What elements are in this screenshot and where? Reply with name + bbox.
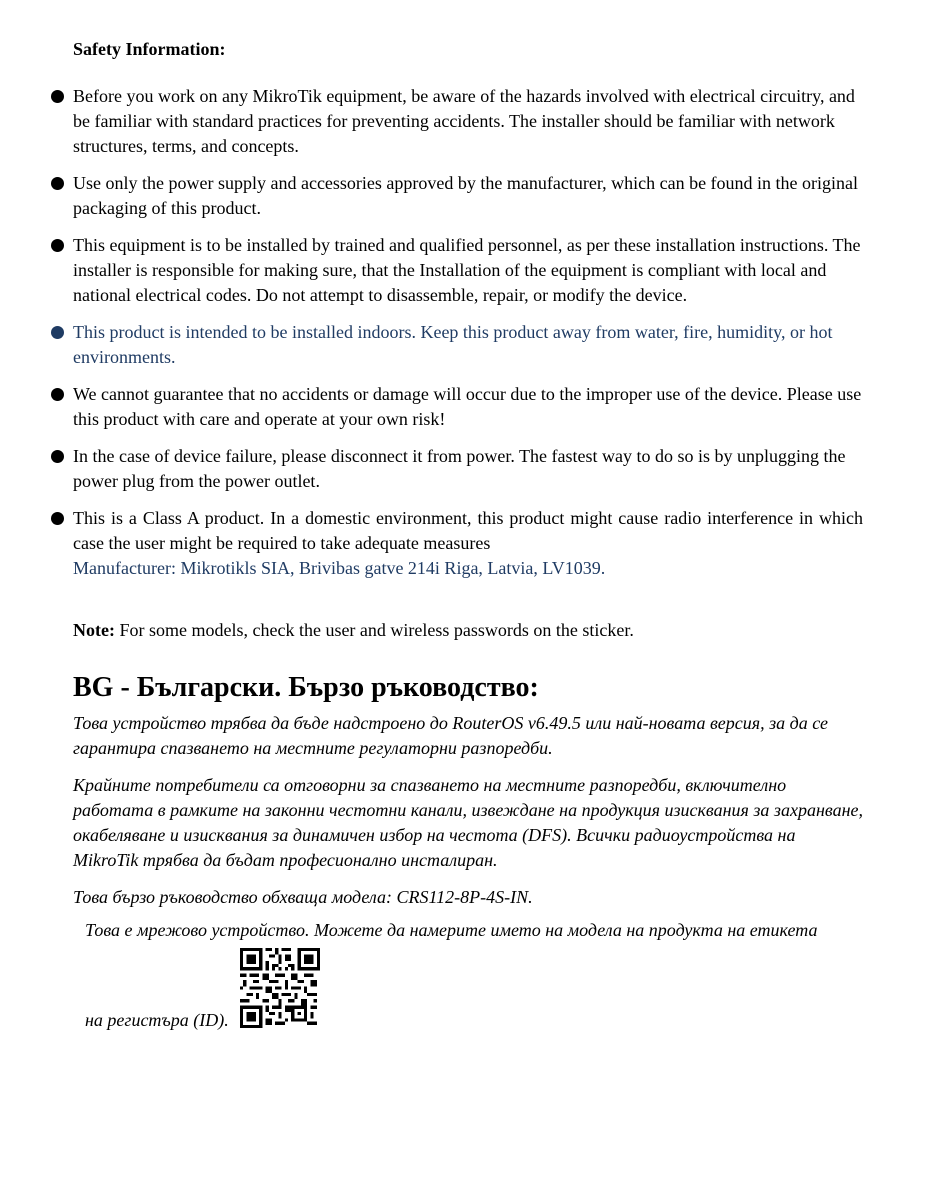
bullet-icon: [51, 326, 64, 339]
note: [73, 618, 634, 643]
qr-code-icon: [240, 948, 320, 1028]
bg-section: [73, 711, 863, 922]
bg-paragraph: Това бързо ръководство обхваща модела: CRS112-8P-4S-IN.: [73, 887, 533, 907]
qr-row: [85, 946, 325, 1031]
bg-paragraph: Това устройство трябва да бъде надстроено до RouterOS v6.49.5 или най-новата версия, за да се гарантира спазването на местните регулаторни разпоредби.: [73, 713, 828, 758]
safety-item-text: This product is intended to be installed indoors. Keep this product away from water, fire, humidity, or hot environments.: [73, 322, 833, 367]
safety-item: [73, 506, 863, 581]
safety-item-text: In the case of device failure, please disconnect it from power. The fastest way to do so is by unplugging the power plug from the power outlet.: [73, 446, 846, 491]
bullet-icon: [51, 388, 64, 401]
note-label: Note:: [73, 620, 115, 640]
safety-item-text: Before you work on any MikroTik equipment, be aware of the hazards involved with electrical circuitry, and be familiar with standard practices for preventing accidents. The installer should be familiar with network structures, terms, and concepts.: [73, 86, 855, 156]
safety-item: [73, 382, 863, 432]
safety-item-text: This equipment is to be installed by trained and qualified personnel, as per these installation instructions. The installer is responsible for making sure, that the Installation of the equipment is compliant with local and national electrical codes. Do not attempt to disassemble, repair, or modify the device.: [73, 235, 861, 305]
safety-item: [73, 233, 863, 308]
qr-text-line2: на регистъра (ID).: [85, 1010, 229, 1030]
safety-item: [73, 84, 863, 159]
manufacturer-info: Manufacturer: Mikrotikls SIA, Brivibas gatve 214i Riga, Latvia, LV1039.: [73, 558, 606, 578]
qr-text-line1: Това е мрежово устройство. Можете да намерите името на модела на продукта на етикета: [85, 920, 818, 940]
safety-heading: Safety Information:: [73, 39, 226, 59]
bullet-icon: [51, 512, 64, 525]
safety-list: [73, 84, 863, 593]
content: [73, 37, 863, 1030]
bullet-icon: [51, 239, 64, 252]
section-heading-bg: BG - Български. Бързо ръководство:: [73, 672, 539, 703]
bullet-icon: [51, 90, 64, 103]
note-text: For some models, check the user and wireless passwords on the sticker.: [114, 620, 634, 640]
bullet-icon: [51, 177, 64, 190]
safety-item-text: This is a Class A product. In a domestic environment, this product might cause radio interference in which case the user might be required to take adequate measures: [73, 508, 863, 553]
safety-item-text: Use only the power supply and accessories approved by the manufacturer, which can be found in the original packaging of this product.: [73, 173, 859, 218]
safety-item: [73, 444, 863, 494]
bullet-icon: [51, 450, 64, 463]
safety-item: [73, 320, 863, 370]
qr-block: [85, 918, 875, 1030]
bg-paragraph: Крайните потребители са отговорни за спазването на местните разпоредби, включително работата в рамките на законни честотни канали, извеждане на продукция изисквания за захранване, окабеляване и изисквания за динамичен избор на честота (DFS). Всички радиоустройства на MikroTik трябва да бъдат професионално инсталиран.: [73, 775, 863, 870]
safety-item-text: We cannot guarantee that no accidents or damage will occur due to the improper use of the device. Please use this product with care and operate at your own risk!: [73, 384, 862, 429]
safety-item: [73, 171, 863, 221]
